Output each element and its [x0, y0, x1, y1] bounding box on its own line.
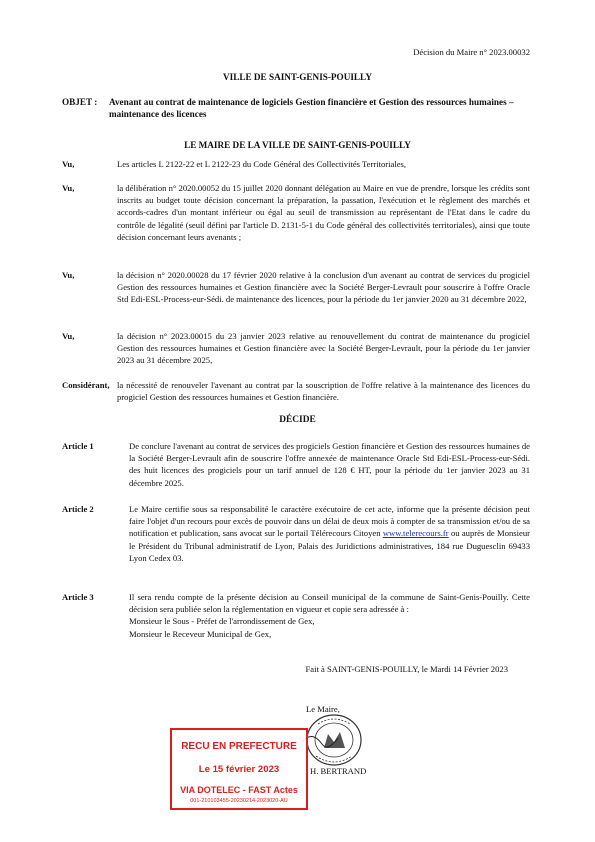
article-text-body: Il sera rendu compte de la présente décision au Conseil municipal de la commune de Saint-Genis-Pouilly. Cette décision sera publiée selon la réglementation en vigueur et copie sera adressée à : — [129, 592, 530, 615]
recipient-line: Monsieur le Receveur Municipal de Gex, — [129, 628, 272, 639]
consideration-text: la délibération n° 2020.00052 du 15 juillet 2020 donnant délégation au Maire en vue de prendre, lorsque les crédits sont inscrits au budget toute décision concernant la préparation, la passation, l'exécution et le règlement des marchés et accords-cadres d'un montant inférieur ou égal au seuil de transmission au représentant de l'Etat dans le cadre du contrôle de légalité (seuil défini par l'article D. 2131-5-1 du Code général des collectivités territoriales), ainsi que toute décision concernant leurs avenants ; — [117, 183, 530, 242]
article-text: De conclure l'avenant au contrat de services des progiciels Gestion financière et Gestion des ressources humaines de la Société Berger-Levrault afin de souscrire l'offre annexée de maintenance Oracle Std Edi-ESL-Process-eur-Sédi. des huit licences des progiciels pour un tarif annuel de 128 € HT, pour la période du 1er janvier 2023 au 31 décembre 2025. — [129, 441, 530, 488]
stamp-line: 001-210103455-20230214-2023020-AU — [190, 798, 288, 804]
article-key: Article 2 — [62, 504, 94, 514]
objet-text: Avenant au contrat de maintenance de logiciels Gestion financière et Gestion des ressources humaines – maintenance des licences — [109, 97, 514, 119]
objet-label: OBJET : — [62, 97, 98, 107]
mayor-heading: LE MAIRE DE LA VILLE DE SAINT-GENIS-POUILLY — [184, 140, 411, 150]
consideration-text: Les articles L 2122-22 et L 2122-23 du Code Général des Collectivités Territoriales, — [117, 159, 407, 169]
place-date: Fait à SAINT-GENIS-POUILLY, le Mardi 14 Février 2023 — [305, 664, 508, 674]
prefecture-stamp — [170, 728, 308, 810]
signatory-name: H. BERTRAND — [310, 766, 367, 776]
city-heading: VILLE DE SAINT-GENIS-POUILLY — [223, 72, 372, 82]
recipient-line: Monsieur le Sous - Préfet de l'arrondissement de Gex, — [129, 616, 315, 627]
consideration-key: Vu, — [62, 159, 75, 169]
signatory-title: Le Maire, — [306, 704, 340, 714]
article-text-before: Le Maire certifie sous sa responsabilité le caractère exécutoire de cet acte, informe que la présente décision peut faire l'objet d'un recours pour excès de pouvoir dans un délai de deux mois à compter de sa transmission et/ou de sa notification et publication, sans avocat sur le portail Télérecours Citoyen — [129, 504, 530, 539]
consideration-key: Considérant, — [62, 380, 110, 390]
telerecours-link[interactable]: www.telerecours.fr — [382, 528, 449, 539]
stamp-line: Le 15 février 2023 — [198, 764, 280, 775]
article-text — [129, 503, 530, 564]
consideration-text: la décision n° 2020.00028 du 17 février 2020 relative à la conclusion d'un avenant au contrat de services du progiciel Gestion des ressources humaines et Gestion financière avec la Société Berger-Levrault pour souscrire à l'offre Oracle Std Edi-ESL-Process-eur-Sédi. de maintenance des licences, pour la période du 1er janvier 2020 au 31 décembre 2022, — [117, 270, 530, 305]
consideration-key: Vu, — [62, 183, 75, 193]
article-key: Article 3 — [62, 592, 94, 602]
article-text — [129, 591, 530, 640]
consideration-key: Vu, — [62, 270, 75, 280]
stamp-line: RECU EN PREFECTURE — [181, 741, 297, 752]
town-seal-icon — [298, 712, 370, 768]
consideration-text: la décision n° 2023.00015 du 23 janvier 2023 relative au renouvellement du contrat de maintenance du progiciel Gestion des ressources humaines et Gestion financière avec la Société Berger-Levrault, pour la période du 1er janvier 2023 au 31 décembre 2025, — [117, 331, 530, 366]
decision-reference: Décision du Maire n° 2023.00032 — [413, 47, 530, 57]
article-text-after: ou auprès de Monsieur le Président du Tribunal administratif de Lyon, Palais des Juridictions administratives, 184 rue Duguesclin 69433 Lyon Cedex 03. — [129, 528, 530, 563]
consideration-key: Vu, — [62, 331, 75, 341]
decide-heading: DÉCIDE — [279, 415, 316, 425]
stamp-line: VIA DOTELEC - FAST Actes — [180, 785, 298, 795]
article-key: Article 1 — [62, 441, 94, 451]
consideration-text: la nécessité de renouveler l'avenant au contrat par la souscription de l'offre relative à la maintenance des licences du progiciel Gestion des ressources humaines et Gestion financière. — [117, 380, 530, 403]
